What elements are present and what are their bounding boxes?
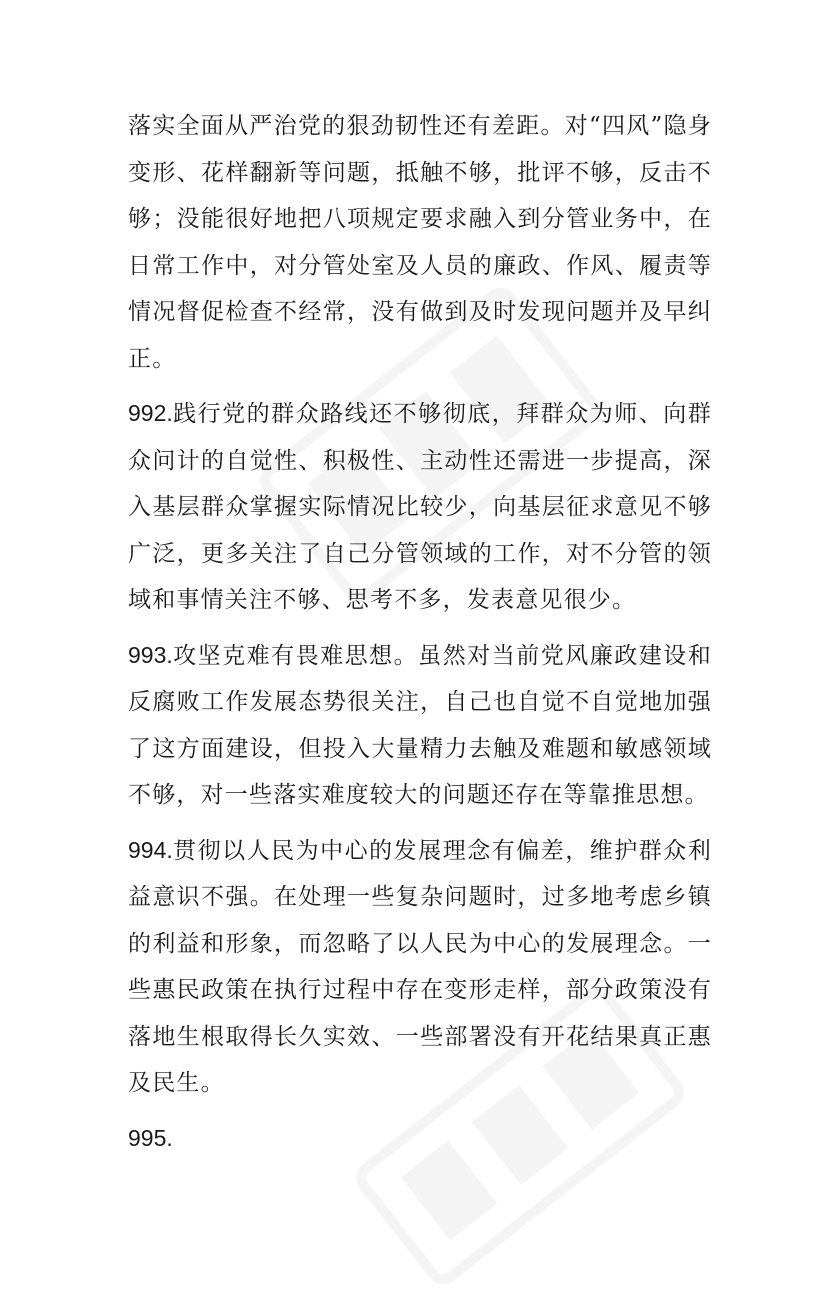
paragraph: [128, 102, 712, 382]
paragraph-text: 践行党的群众路线还不够彻底，拜群众为师、向群众问计的自觉性、积极性、主动性还需进一步提高，深入基层群众掌握实际情况比较少，向基层征求意见不够广泛，更多关注了自己分管领域的工作，对不分管的领域和事情关注不够、思考不多，发表意见很少。: [128, 401, 712, 613]
paragraph-number: 992.: [128, 400, 173, 426]
paragraph: [128, 827, 712, 1107]
paragraph: [128, 1115, 712, 1163]
paragraph-number: 993.: [128, 641, 173, 668]
paragraph: [128, 632, 712, 819]
document-body: [128, 102, 712, 1170]
paragraph: [128, 390, 712, 624]
paragraph-text: 贯彻以人民为中心的发展理念有偏差，维护群众利益意识不强。在处理一些复杂问题时，过多地考虑乡镇的利益和形象，而忽略了以人民为中心的发展理念。一些惠民政策在执行过程中存在变形走样，部分政策没有落地生根取得长久实效、一些部署没有开花结果真正惠及民生。: [128, 837, 712, 1096]
paragraph-text: 落实全面从严治党的狠劲韧性还有差距。对“四风”隐身变形、花样翻新等问题，抵触不够，批评不够，反击不够；没能很好地把八项规定要求融入到分管业务中，在日常工作中，对分管处室及人员的廉政、作风、履责等情况督促检查不经常，没有做到及时发现问题并及早纠正。: [128, 113, 712, 372]
paragraph-number: 994.: [128, 836, 173, 863]
paragraph-text: 攻坚克难有畏难思想。虽然对当前党风廉政建设和反腐败工作发展态势很关注，自己也自觉不自觉地加强了这方面建设，但投入大量精力去触及难题和敏感领域不够，对一些落实难度较大的问题还存在等靠推思想。: [128, 642, 712, 808]
paragraph-number: 995.: [128, 1124, 173, 1151]
